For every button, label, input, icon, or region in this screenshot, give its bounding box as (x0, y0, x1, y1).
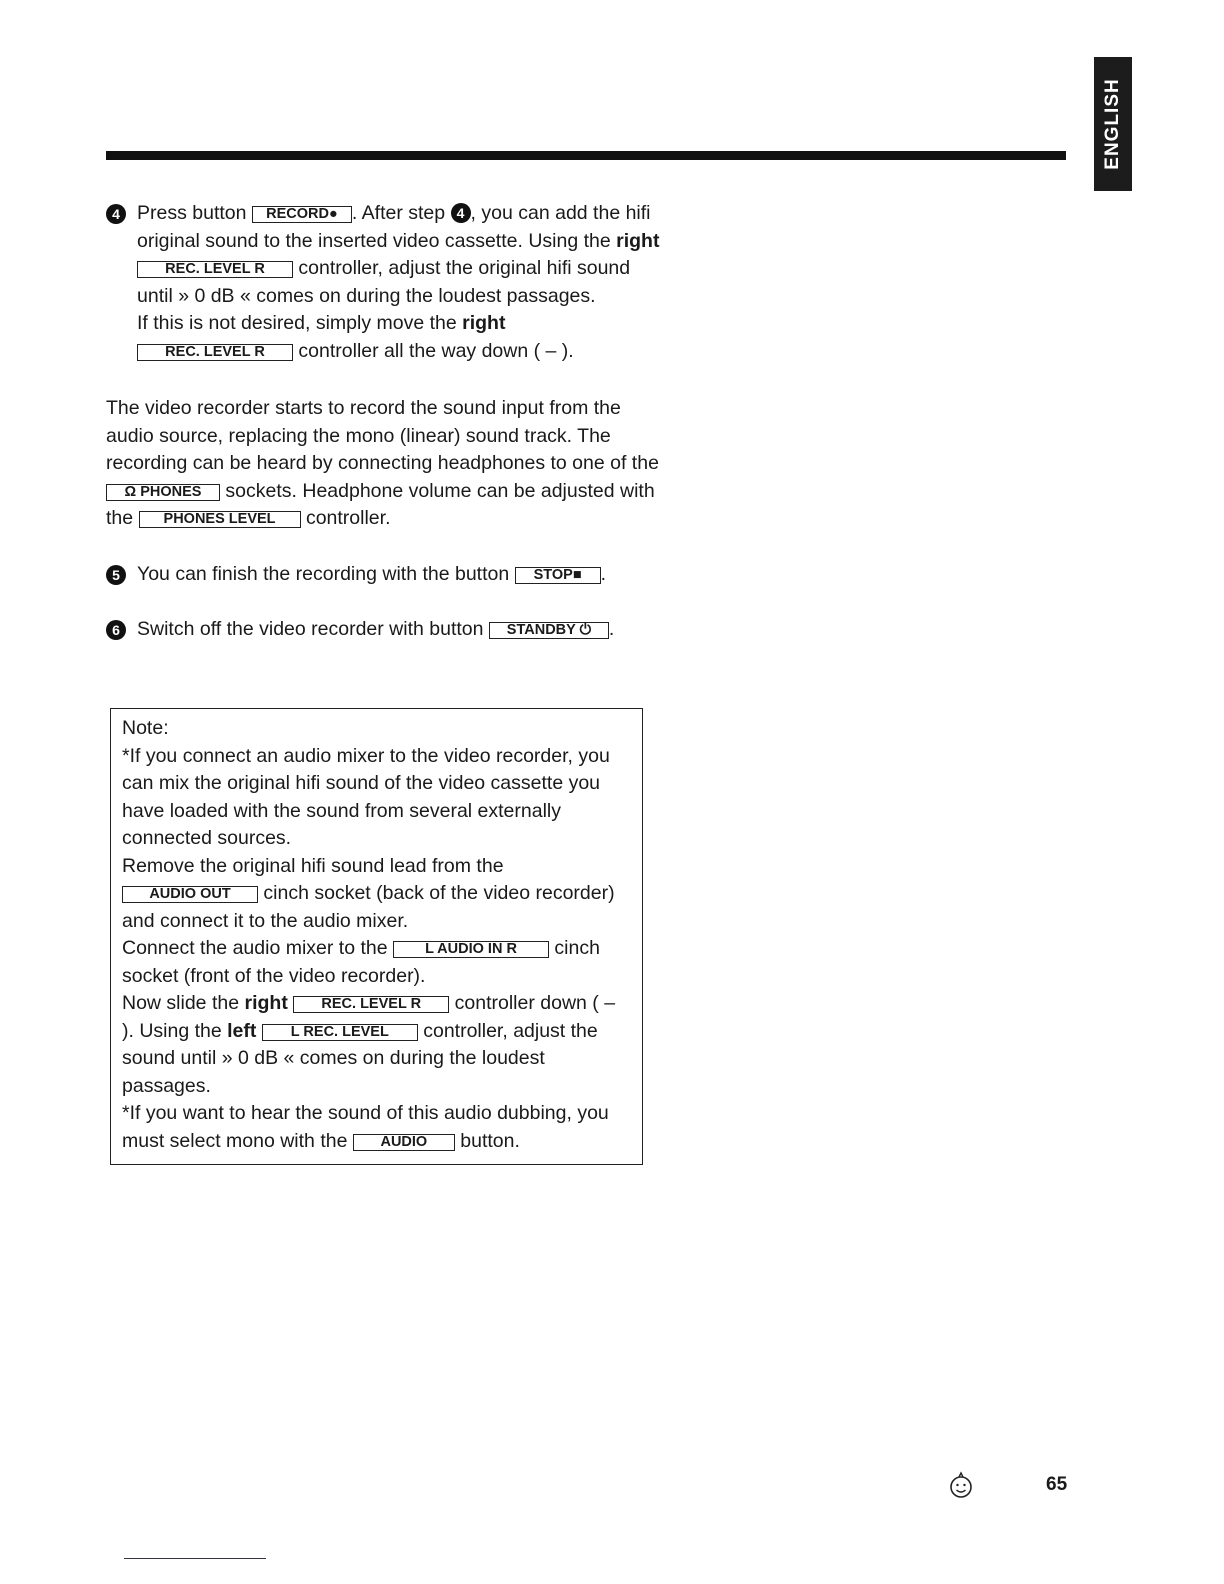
text: You can finish the recording with the button (137, 562, 515, 585)
text: The video recorder starts to record the sound input from the audio source, replacing the mono (linear) sound track. The recording can be heard by connecting headphones to one of the (106, 397, 659, 474)
step-5 (106, 561, 666, 589)
bottom-divider (124, 1558, 266, 1559)
note-text (122, 935, 630, 990)
text: controller down ( – ). Using the (122, 992, 616, 1042)
stop-button-label: STOP■ (515, 567, 601, 584)
note-box (110, 708, 643, 1165)
language-tab (1094, 57, 1132, 191)
text: Remove the original hifi sound lead from the (122, 854, 504, 877)
header-rule (106, 151, 1066, 160)
standby-button-label: STANDBY ⏻ (489, 622, 609, 639)
emphasis: right (244, 992, 288, 1014)
step-text (137, 310, 666, 365)
step-number: 5 (106, 565, 126, 585)
note-text (122, 990, 630, 1100)
phones-level-label: PHONES LEVEL (139, 511, 301, 528)
text: cinch socket (back of the video recorder) and connect it to the audio mixer. (122, 882, 615, 932)
step-text (137, 561, 666, 589)
note-text (122, 1100, 630, 1155)
text: controller, adjust the original hifi sound until » 0 dB « comes on during the loudest passages. (137, 257, 631, 307)
step-number-ref: 4 (451, 203, 471, 223)
audio-button-label: AUDIO (353, 1134, 455, 1151)
text: sockets. Headphone volume can be adjusted with the (106, 479, 655, 529)
emphasis: right (462, 312, 506, 334)
text: Now slide the (122, 992, 245, 1014)
step-text (137, 616, 666, 644)
text: If this is not desired, simply move the (137, 312, 463, 334)
language-tab-label: ENGLISH (1102, 78, 1123, 170)
text: controller, adjust the sound until » 0 dB « comes on during the loudest passages. (122, 1019, 598, 1097)
text: cinch socket (front of the video recorder). (122, 937, 600, 987)
audio-out-label: AUDIO OUT (122, 886, 258, 903)
note-text: *If you connect an audio mixer to the video recorder, you can mix the original hifi sound of the video cassette you have loaded with the sound from several externally connected sources. (122, 744, 610, 849)
l-rec-level-label: L REC. LEVEL (262, 1024, 418, 1041)
text: controller. (300, 507, 391, 529)
text: Switch off the video recorder with button (137, 618, 489, 640)
text: . (600, 562, 607, 585)
text: button. (454, 1129, 520, 1152)
step-text (137, 200, 666, 310)
step-number: 6 (106, 620, 126, 640)
note-title: Note: (122, 717, 169, 739)
text: Press button (137, 202, 252, 224)
text: Connect the audio mixer to the (122, 937, 393, 959)
audio-in-label: L AUDIO IN R (393, 941, 549, 958)
paragraph (106, 395, 666, 533)
step-4 (106, 200, 666, 365)
face-icon (948, 1470, 974, 1500)
text: controller all the way down ( – ). (293, 339, 574, 362)
note-text (122, 853, 630, 936)
text: , you can add the hifi original sound to the inserted video cassette. Using the (137, 202, 651, 252)
rec-level-r-label: REC. LEVEL R (137, 261, 293, 278)
rec-level-r-label: REC. LEVEL R (293, 996, 449, 1013)
text: *If you want to hear the sound of this audio dubbing, you must select mono with the (122, 1102, 609, 1152)
record-button-label: RECORD● (252, 206, 352, 223)
rec-level-r-label: REC. LEVEL R (137, 344, 293, 361)
text: . (608, 618, 615, 640)
emphasis: left (227, 1019, 257, 1042)
text: . After step (351, 202, 451, 224)
page-number: 65 (1046, 1474, 1068, 1495)
main-content (106, 200, 666, 644)
phones-label: Ω PHONES (106, 484, 220, 501)
step-6 (106, 616, 666, 644)
emphasis: right (616, 229, 660, 252)
step-number: 4 (106, 204, 126, 224)
